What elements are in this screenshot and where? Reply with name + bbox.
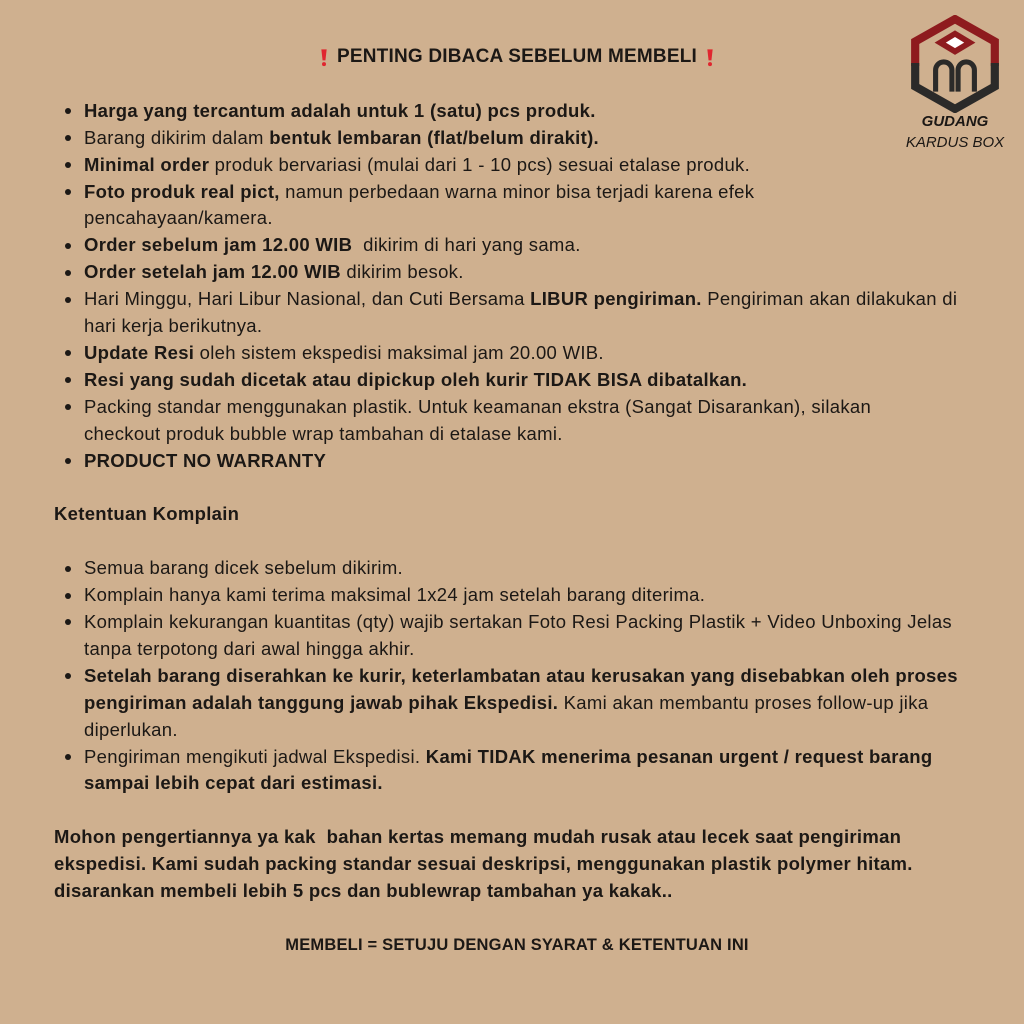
list-item <box>84 663 980 744</box>
emphasis-text: Order setelah jam 12.00 WIB <box>84 261 341 283</box>
body-text: Semua barang dicek sebelum dikirim. <box>84 557 403 579</box>
body-text: dikirim di hari yang sama. <box>352 234 581 256</box>
body-text: Hari Minggu, Hari Libur Nasional, dan Cuti Bersama <box>84 288 531 310</box>
emphasis-text: Harga yang tercantum adalah untuk 1 (satu) pcs produk. <box>84 99 596 121</box>
list-item <box>84 286 980 340</box>
list-item <box>84 259 980 286</box>
list-item <box>84 555 980 582</box>
emphasis-text: Resi yang sudah dicetak atau dipickup oleh kurir TIDAK BISA dibatalkan. <box>84 368 748 390</box>
notice-content <box>54 44 980 959</box>
brand-name-line1: GUDANG <box>921 113 989 130</box>
body-text: dikirim besok. <box>340 261 464 283</box>
list-item <box>84 394 980 448</box>
emphasis-text: Kami TIDAK menerima pesanan urgent / request barang sampai lebih cepat dari estimasi. <box>84 745 933 794</box>
emphasis-text: Order sebelum jam 12.00 WIB <box>84 234 353 256</box>
exclamation-icon <box>705 48 715 67</box>
list-item <box>84 98 980 125</box>
body-text: Komplain kekurangan kuantitas (qty) wajib sertakan Foto Resi Packing Plastik + Video Unboxing Jelas tanpa terpotong dari awal hingga akhir. <box>84 610 952 659</box>
shipping-note: Mohon pengertiannya ya kak bahan kertas memang mudah rusak atau lecek saat pengiriman ekspedisi. Kami sudah packing standar sesuai deskripsi, menggunakan plastik polymer hitam. disarankan membeli lebih 5 pcs dan bublewrap tambahan ya kakak.. <box>54 826 913 902</box>
terms-list <box>54 98 980 475</box>
brand-name-line2: KARDUS BOX <box>905 134 1005 151</box>
body-text: Barang dikirim dalam <box>84 126 270 148</box>
list-item <box>84 125 980 152</box>
emphasis-text: Setelah barang diserahkan ke kurir, keterlambatan atau kerusakan yang disebabkan oleh proses pengiriman adalah tanggung jawab pihak Ekspedisi. <box>84 664 958 713</box>
list-item <box>84 152 980 179</box>
list-item <box>84 179 980 233</box>
box-logo-icon <box>911 15 999 113</box>
emphasis-text: PRODUCT NO WARRANTY <box>84 449 327 471</box>
emphasis-text: Update Resi <box>84 341 195 363</box>
agreement-footer: MEMBELI = SETUJU DENGAN SYARAT & KETENTUAN INI <box>285 935 749 954</box>
body-text: Komplain hanya kami terima maksimal 1x24 jam setelah barang diterima. <box>84 584 706 606</box>
body-text: Kami akan membantu proses follow-up jika diperlukan. <box>84 691 929 740</box>
list-item <box>84 367 980 394</box>
body-text: produk bervariasi (mulai dari 1 - 10 pcs) sesuai etalase produk. <box>209 153 751 175</box>
complaint-list <box>54 555 980 797</box>
list-item <box>84 744 980 798</box>
body-text: Pengiriman akan dilakukan di hari kerja berikutnya. <box>84 288 958 337</box>
body-text: namun perbedaan warna minor bisa terjadi karena efek pencahayaan/kamera. <box>84 180 755 229</box>
list-item <box>84 232 980 259</box>
brand-logo-text <box>895 111 1015 153</box>
body-text: Pengiriman mengikuti jadwal Ekspedisi. <box>84 745 426 767</box>
emphasis-text: bentuk lembaran (flat/belum dirakit). <box>269 126 599 148</box>
list-item <box>84 448 980 475</box>
list-item <box>84 582 980 609</box>
emphasis-text: Minimal order <box>84 153 210 175</box>
body-text: Packing standar menggunakan plastik. Untuk keamanan ekstra (Sangat Disarankan), silakan checkout produk bubble wrap tambahan di etalase kami. <box>84 395 872 444</box>
emphasis-text: Foto produk real pict, <box>84 180 280 202</box>
title-text: PENTING DIBACA SEBELUM MEMBELI <box>337 46 697 67</box>
list-item <box>84 609 980 663</box>
complaint-heading: Ketentuan Komplain <box>54 503 240 525</box>
page-title <box>54 44 980 71</box>
body-text: oleh sistem ekspedisi maksimal jam 20.00 WIB. <box>194 341 604 363</box>
list-item <box>84 340 980 367</box>
exclamation-icon <box>319 48 329 67</box>
emphasis-text: LIBUR pengiriman. <box>530 288 702 310</box>
